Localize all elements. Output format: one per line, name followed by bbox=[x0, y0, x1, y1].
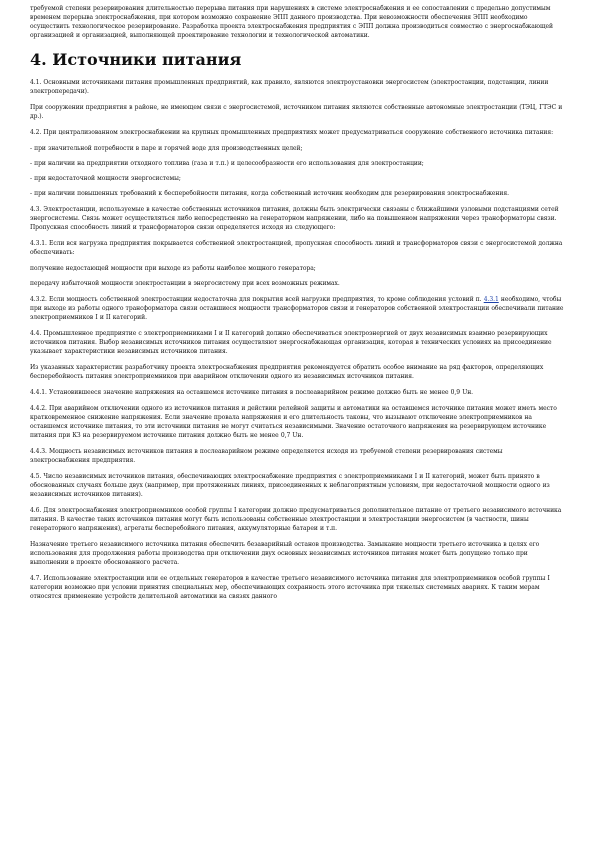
paragraph-shortfall: получение недостающей мощности при выходе из работы наиболее мощного генератора; bbox=[30, 265, 316, 272]
paragraph-4-3-1: 4.3.1. Если вся нагрузка предприятия покрывается собственной электростанцией, пропускная способность линий и трансформаторов связи с энергосистемой должна обеспечивать: bbox=[30, 240, 563, 256]
paragraph-4-7: 4.7. Использование электростанции или ее отдельных генераторов в качестве третьего независимого источника питания для электроприемников особой группы I категории возможно при условии принятия специальных мер, обеспечивающих сохранность этого источника при тяжелых системных авариях. К таким мерам относятся применение устройств делительной автоматики на связях данного bbox=[30, 575, 550, 600]
paragraph-characteristics: Из указанных характеристик разработчику проекта электроснабжения предприятия рекомендуется обратить особое внимание на ряд факторов, определяющих бесперебойность питания электроприемников при аварийном отключении одного из независимых источников питания. bbox=[30, 364, 544, 380]
paragraph-4-1: 4.1. Основными источниками питания промышленных предприятий, как правило, являются электроустановки энергосистем (электростанции, подстанции, линии электропередачи). bbox=[30, 79, 549, 95]
list-item-steam: - при значительной потребности в паре и горячей воде для производственных целей; bbox=[30, 145, 303, 152]
paragraph-4-3-2 bbox=[30, 295, 564, 322]
paragraph-4-4-3: 4.4.3. Мощность независимых источников питания в послеаварийном режиме определяется исходя из требуемой степени резервирования системы электроснабжения предприятия. bbox=[30, 448, 503, 464]
paragraph-4-4-1: 4.4.1. Установившееся значение напряжения на оставшемся источнике питания в послеаварийном режиме должно быть не менее 0,9 Uн. bbox=[30, 389, 474, 396]
paragraph-4-4: 4.4. Промышленное предприятие с электроприемниками I и II категорий должно обеспечиваться электроэнергией от двух независимых взаимно резервирующих источников питания. Выбор независимых источников питания осуществляют энергоснабжающая организация, которая в технических условиях на присоединение указывает характеристики независимых источников питания. bbox=[30, 330, 552, 355]
list-item-waste-fuel: - при наличии на предприятии отходного топлива (газа и т.п.) и целесообразности его использования для электростанции; bbox=[30, 160, 424, 167]
list-item-power-shortage: - при недостаточной мощности энергосистемы; bbox=[30, 175, 181, 182]
list-item-reliability: - при наличии повышенных требований к бесперебойности питания, когда собственный источник необходим для резервирования электроснабжения. bbox=[30, 190, 509, 197]
paragraph-4-3: 4.3. Электростанции, используемые в качестве собственных источников питания, должны быть электрически связаны с ближайшими узловыми подстанциями сетей энергосистемы. Связь может осуществляться либо непосредственно на генераторном напряжении, либо на повышенном напряжении через трансформаторы связи. Пропускная способность линий и трансформаторов связи определяется исходя из следующего: bbox=[30, 206, 559, 231]
paragraph-4-4-2: 4.4.2. При аварийном отключении одного из источников питания и действии релейной защиты и автоматики на оставшемся источнике питания может иметь место кратковременное снижение напряжения. Если значение провала напряжения и его длительность таковы, что вызывают отключение электроприемников на оставшемся источнике питания, то эти источники питания не могут считаться независимыми. Значение остаточного напряжения на резервирующем источнике питания при КЗ на резервируемом источнике питания должно быть не менее 0,7 Uн. bbox=[30, 405, 557, 439]
paragraph-4-3-2-end: необходимо, чтобы при выходе из работы одного трансформатора связи оставшиеся мощности трансформаторов связи и генераторов собственной электростанции обеспечивали питание электроприемников I и II категорий. bbox=[30, 296, 564, 321]
paragraph-4-2: 4.2. При централизованном электроснабжении на крупных промышленных предприятиях может предусматриваться сооружение собственного источника питания: bbox=[30, 129, 554, 136]
paragraph-surplus: передачу избыточной мощности электростанции в энергосистему при всех возможных режимах. bbox=[30, 280, 340, 287]
intro-paragraph: требуемой степени резервирования длительностью перерыва питания при нарушениях в системе электроснабжения и ее сопоставлении с предельно допустимым временем перерыва электроснабжения, при котором возможно сохранение ЭПП данного производства. При невозможности обеспечения ЭПП необходимо осуществить технологическое резервирование. Разработка проекта электроснабжения предприятия с ЭПП должна производиться совместно с энергоснабжающей организацией и организацией, выполняющей проектирование технологии и технологической автоматики. bbox=[30, 5, 553, 39]
paragraph-4-5: 4.5. Число независимых источников питания, обеспечивающих электроснабжение предприятия с электроприемниками I и II категорий, может быть принято в обоснованных случаях больше двух (например, при протяженных линиях, присоединенных к неблагоприятным условиям, при недостаточной мощности одного из независимых источников питания). bbox=[30, 473, 550, 498]
paragraph-third-source: Назначение третьего независимого источника питания обеспечить безаварийный останов производства. Замыкание мощности третьего источника в целях его использования для продолжения работы производства при отключении двух основных независимых источников питания может быть допущено только при выполнении в проекте обоснованного расчета. bbox=[30, 541, 540, 566]
paragraph-4-3-2-start: 4.3.2. Если мощность собственной электростанции недостаточна для покрытия всей нагрузки предприятия, то кроме соблюдения условий п. bbox=[30, 296, 484, 303]
paragraph-4-6: 4.6. Для электроснабжения электроприемников особой группы I категории должно предусматриваться дополнительное питание от третьего независимого источника питания. В качестве таких источников питания могут быть использованы собственные электростанции и электростанции энергосистем (в частности, шины генераторного напряжения), агрегаты бесперебойного питания, аккумуляторные батареи и т.п. bbox=[30, 507, 562, 532]
clause-link-4-3-1[interactable]: 4.3.1 bbox=[483, 296, 499, 303]
section-title: 4. Источники питания bbox=[30, 50, 242, 69]
document-page bbox=[30, 4, 564, 608]
paragraph-autonomous: При сооружении предприятия в районе, не имеющем связи с энергосистемой, источником питания являются собственные автономные электростанции (ТЭЦ, ГТЭС и др.). bbox=[30, 104, 563, 120]
